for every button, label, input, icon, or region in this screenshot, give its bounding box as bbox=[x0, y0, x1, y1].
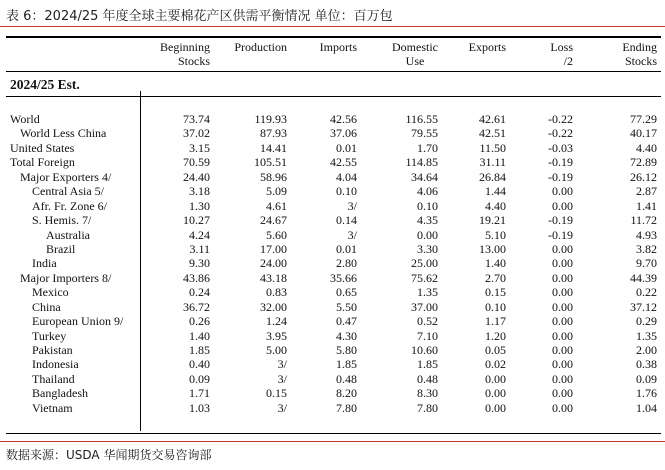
cell-value: 2.70 bbox=[485, 270, 506, 285]
table-top-rule bbox=[6, 36, 661, 38]
table-row bbox=[6, 242, 661, 256]
table-row bbox=[6, 126, 661, 140]
cell-value: 42.56 bbox=[330, 112, 357, 126]
cell-value: 0.00 bbox=[552, 285, 573, 300]
cell-value: 4.40 bbox=[636, 140, 657, 155]
column-header-line1: Imports bbox=[319, 40, 357, 54]
table-row bbox=[6, 285, 661, 299]
column-header bbox=[622, 40, 657, 68]
cell-value: 5.80 bbox=[336, 343, 357, 357]
cell-value: 77.29 bbox=[630, 112, 657, 126]
source-divider bbox=[0, 441, 665, 442]
table-row bbox=[6, 343, 661, 357]
table-row bbox=[6, 357, 661, 371]
cell-value: 0.47 bbox=[336, 314, 357, 329]
cell-value: 4.61 bbox=[266, 198, 287, 213]
row-label: India bbox=[32, 256, 57, 271]
data-source: 数据来源：USDA 华闻期货交易咨询部 bbox=[6, 448, 212, 462]
cell-value: 79.55 bbox=[411, 126, 438, 141]
table-body bbox=[6, 112, 661, 415]
row-label: Total Foreign bbox=[10, 155, 75, 170]
cell-value: 44.39 bbox=[630, 270, 657, 285]
cell-value: 0.00 bbox=[552, 357, 573, 372]
cell-value: 0.00 bbox=[552, 371, 573, 386]
cell-value: 1.76 bbox=[636, 386, 657, 401]
cell-value: 0.00 bbox=[552, 198, 573, 213]
row-label: China bbox=[32, 299, 61, 314]
cell-value: 0.09 bbox=[636, 371, 657, 386]
row-label: United States bbox=[10, 140, 75, 155]
cell-value: 0.48 bbox=[336, 371, 357, 386]
cell-value: -0.03 bbox=[548, 140, 573, 155]
cell-value: 13.00 bbox=[479, 241, 506, 256]
cell-value: 3/ bbox=[277, 371, 287, 386]
cell-value: 70.59 bbox=[183, 155, 210, 170]
cell-value: 0.00 bbox=[485, 371, 506, 386]
cell-value: 40.17 bbox=[630, 126, 657, 141]
cell-value: 24.40 bbox=[183, 169, 210, 184]
cell-value: 32.00 bbox=[260, 299, 287, 314]
column-header-line1: Beginning bbox=[160, 40, 210, 54]
cell-value: 8.30 bbox=[417, 386, 438, 401]
cell-value: 114.85 bbox=[405, 155, 438, 170]
cell-value: 1.85 bbox=[336, 357, 357, 372]
row-label: Central Asia 5/ bbox=[32, 184, 104, 199]
cell-value: 24.00 bbox=[260, 256, 287, 271]
cell-value: 1.24 bbox=[266, 314, 287, 329]
row-label: Vietnam bbox=[32, 400, 73, 415]
cell-value: 0.00 bbox=[485, 386, 506, 401]
cell-value: 0.29 bbox=[636, 314, 657, 329]
cell-value: 5.09 bbox=[266, 184, 287, 199]
row-label: World Less China bbox=[20, 126, 107, 141]
cell-value: -0.19 bbox=[548, 169, 573, 184]
cell-value: 0.00 bbox=[552, 314, 573, 329]
table-row bbox=[6, 213, 661, 227]
column-header bbox=[550, 40, 573, 68]
supply-demand-table bbox=[6, 36, 661, 435]
cell-value: 0.10 bbox=[336, 184, 357, 199]
cell-value: 9.70 bbox=[636, 256, 657, 271]
column-header-line1: Exports bbox=[468, 40, 506, 54]
cell-value: 43.86 bbox=[183, 270, 210, 285]
row-label: S. Hemis. 7/ bbox=[32, 213, 92, 228]
cell-value: 24.67 bbox=[260, 213, 287, 228]
row-label: Thailand bbox=[32, 371, 75, 386]
column-header-line1: Domestic bbox=[392, 40, 438, 54]
cell-value: 0.00 bbox=[417, 227, 438, 242]
row-label: Turkey bbox=[32, 328, 67, 343]
table-row bbox=[6, 329, 661, 343]
cell-value: 11.50 bbox=[479, 140, 506, 155]
cell-value: 0.00 bbox=[552, 343, 573, 357]
table-row bbox=[6, 141, 661, 155]
row-label: Mexico bbox=[32, 285, 69, 300]
cell-value: 0.00 bbox=[552, 386, 573, 401]
cell-value: 42.51 bbox=[479, 126, 506, 141]
cell-value: 1.71 bbox=[189, 386, 210, 401]
cell-value: 0.05 bbox=[485, 343, 506, 357]
cell-value: 19.21 bbox=[479, 213, 506, 228]
cell-value: 43.18 bbox=[260, 270, 287, 285]
caption-divider bbox=[0, 26, 665, 27]
cell-value: 3.82 bbox=[636, 241, 657, 256]
cell-value: 0.15 bbox=[266, 386, 287, 401]
cell-value: 10.27 bbox=[183, 213, 210, 228]
table-row bbox=[6, 300, 661, 314]
cell-value: 0.00 bbox=[552, 328, 573, 343]
cell-value: 3.18 bbox=[189, 184, 210, 199]
cell-value: 1.70 bbox=[417, 140, 438, 155]
cell-value: 3/ bbox=[347, 198, 357, 213]
cell-value: 5.60 bbox=[266, 227, 287, 242]
cell-value: 0.14 bbox=[336, 213, 357, 228]
cell-value: 72.89 bbox=[630, 155, 657, 170]
cell-value: 26.84 bbox=[479, 169, 506, 184]
table-row bbox=[6, 386, 661, 400]
cell-value: 119.93 bbox=[254, 112, 287, 126]
column-header-line2: Stocks bbox=[177, 54, 210, 68]
cell-value: 9.30 bbox=[189, 256, 210, 271]
row-label: Afr. Fr. Zone 6/ bbox=[32, 198, 107, 213]
cell-value: -0.22 bbox=[548, 112, 573, 126]
cell-value: 0.10 bbox=[485, 299, 506, 314]
row-label: Major Importers 8/ bbox=[20, 270, 112, 285]
row-label: Pakistan bbox=[32, 343, 73, 357]
cell-value: 0.52 bbox=[417, 314, 438, 329]
cell-value: 0.01 bbox=[336, 241, 357, 256]
cell-value: 1.40 bbox=[485, 256, 506, 271]
row-label: Indonesia bbox=[32, 357, 79, 372]
cell-value: 7.80 bbox=[336, 400, 357, 415]
cell-value: 1.85 bbox=[189, 343, 210, 357]
cell-value: -0.19 bbox=[548, 213, 573, 228]
cell-value: 0.26 bbox=[189, 314, 210, 329]
cell-value: 1.30 bbox=[189, 198, 210, 213]
column-header bbox=[320, 40, 357, 54]
cell-value: 26.12 bbox=[630, 169, 657, 184]
row-label: World bbox=[10, 112, 40, 126]
cell-value: 4.06 bbox=[417, 184, 438, 199]
cell-value: 0.22 bbox=[636, 285, 657, 300]
cell-value: -0.22 bbox=[548, 126, 573, 141]
header-rule bbox=[6, 71, 661, 72]
column-header-line1: Loss bbox=[550, 40, 573, 54]
table-row bbox=[6, 155, 661, 169]
cell-value: 35.66 bbox=[330, 270, 357, 285]
cell-value: 7.10 bbox=[417, 328, 438, 343]
cell-value: 1.35 bbox=[417, 285, 438, 300]
table-row bbox=[6, 271, 661, 285]
section-rule bbox=[6, 96, 661, 97]
cell-value: 36.72 bbox=[183, 299, 210, 314]
table-row bbox=[6, 314, 661, 328]
cell-value: 42.55 bbox=[330, 155, 357, 170]
cell-value: 0.65 bbox=[336, 285, 357, 300]
cell-value: 1.20 bbox=[485, 328, 506, 343]
table-row bbox=[6, 184, 661, 198]
cell-value: 11.72 bbox=[630, 213, 657, 228]
table-row bbox=[6, 228, 661, 242]
cell-value: 34.64 bbox=[411, 169, 438, 184]
section-title: 2024/25 Est. bbox=[10, 77, 80, 92]
cell-value: 1.03 bbox=[189, 400, 210, 415]
cell-value: 3/ bbox=[347, 227, 357, 242]
cell-value: 1.85 bbox=[417, 357, 438, 372]
cell-value: 0.38 bbox=[636, 357, 657, 372]
row-label: Bangladesh bbox=[32, 386, 88, 401]
cell-value: 37.00 bbox=[411, 299, 438, 314]
cell-value: 2.00 bbox=[636, 343, 657, 357]
cell-value: 1.40 bbox=[189, 328, 210, 343]
column-header-line2: Use bbox=[405, 54, 425, 68]
cell-value: 37.06 bbox=[330, 126, 357, 141]
column-header-line2: /2 bbox=[563, 54, 573, 68]
cell-value: 0.00 bbox=[552, 270, 573, 285]
cell-value: 4.24 bbox=[189, 227, 210, 242]
column-header bbox=[469, 40, 506, 54]
column-header bbox=[160, 40, 210, 68]
cell-value: 3.95 bbox=[266, 328, 287, 343]
cell-value: 3.30 bbox=[417, 241, 438, 256]
cell-value: 4.04 bbox=[336, 169, 357, 184]
cell-value: 73.74 bbox=[183, 112, 210, 126]
cell-value: 5.10 bbox=[485, 227, 506, 242]
cell-value: 5.50 bbox=[336, 299, 357, 314]
cell-value: 0.15 bbox=[485, 285, 506, 300]
cell-value: 0.02 bbox=[485, 357, 506, 372]
table-row bbox=[6, 112, 661, 126]
cell-value: 3.11 bbox=[189, 241, 210, 256]
table-row bbox=[6, 256, 661, 270]
row-label: Australia bbox=[46, 227, 90, 242]
cell-value: 58.96 bbox=[260, 169, 287, 184]
cell-value: 7.80 bbox=[417, 400, 438, 415]
cell-value: 2.80 bbox=[336, 256, 357, 271]
row-label: Major Exporters 4/ bbox=[20, 169, 112, 184]
cell-value: 31.11 bbox=[479, 155, 506, 170]
cell-value: -0.19 bbox=[548, 227, 573, 242]
cell-value: 0.24 bbox=[189, 285, 210, 300]
cell-value: 75.62 bbox=[411, 270, 438, 285]
table-caption: 表 6：2024/25 年度全球主要棉花产区供需平衡情况 单位：百万包 bbox=[6, 9, 393, 24]
cell-value: 0.40 bbox=[189, 357, 210, 372]
cell-value: 3/ bbox=[277, 357, 287, 372]
table-row bbox=[6, 372, 661, 386]
cell-value: 3/ bbox=[277, 400, 287, 415]
cell-value: 37.12 bbox=[630, 299, 657, 314]
cell-value: 0.10 bbox=[417, 198, 438, 213]
cell-value: 0.00 bbox=[552, 299, 573, 314]
cell-value: 0.00 bbox=[552, 241, 573, 256]
cell-value: 14.41 bbox=[260, 140, 287, 155]
cell-value: 0.00 bbox=[552, 184, 573, 199]
cell-value: 8.20 bbox=[336, 386, 357, 401]
row-label: Brazil bbox=[46, 241, 76, 256]
cell-value: 42.61 bbox=[479, 112, 506, 126]
cell-value: 0.01 bbox=[336, 140, 357, 155]
cell-value: 5.00 bbox=[266, 343, 287, 357]
cell-value: 4.30 bbox=[336, 328, 357, 343]
cell-value: 1.17 bbox=[485, 314, 506, 329]
table-row bbox=[6, 401, 661, 415]
column-header bbox=[234, 40, 287, 54]
cell-value: 1.44 bbox=[485, 184, 506, 199]
table-row bbox=[6, 199, 661, 213]
table-row bbox=[6, 170, 661, 184]
cell-value: 105.51 bbox=[254, 155, 287, 170]
cell-value: 0.83 bbox=[266, 285, 287, 300]
column-header-line1: Production bbox=[234, 40, 287, 54]
cell-value: 0.00 bbox=[485, 400, 506, 415]
cell-value: -0.19 bbox=[548, 155, 573, 170]
cell-value: 1.35 bbox=[636, 328, 657, 343]
cell-value: 37.02 bbox=[183, 126, 210, 141]
cell-value: 25.00 bbox=[411, 256, 438, 271]
cell-value: 0.48 bbox=[417, 371, 438, 386]
cell-value: 1.41 bbox=[636, 198, 657, 213]
cell-value: 0.09 bbox=[189, 371, 210, 386]
cell-value: 4.93 bbox=[636, 227, 657, 242]
cell-value: 0.00 bbox=[552, 256, 573, 271]
cell-value: 116.55 bbox=[405, 112, 438, 126]
cell-value: 1.04 bbox=[636, 400, 657, 415]
cell-value: 17.00 bbox=[260, 241, 287, 256]
cell-value: 87.93 bbox=[260, 126, 287, 141]
column-header-line1: Ending bbox=[622, 40, 657, 54]
column-header-line2: Stocks bbox=[624, 54, 657, 68]
row-label: European Union 9/ bbox=[32, 314, 124, 329]
cell-value: 10.60 bbox=[411, 343, 438, 357]
table-bottom-rule bbox=[6, 433, 661, 434]
cell-value: 2.87 bbox=[636, 184, 657, 199]
cell-value: 0.00 bbox=[552, 400, 573, 415]
column-header bbox=[392, 40, 438, 68]
cell-value: 4.40 bbox=[485, 198, 506, 213]
cell-value: 4.35 bbox=[417, 213, 438, 228]
cell-value: 3.15 bbox=[189, 140, 210, 155]
